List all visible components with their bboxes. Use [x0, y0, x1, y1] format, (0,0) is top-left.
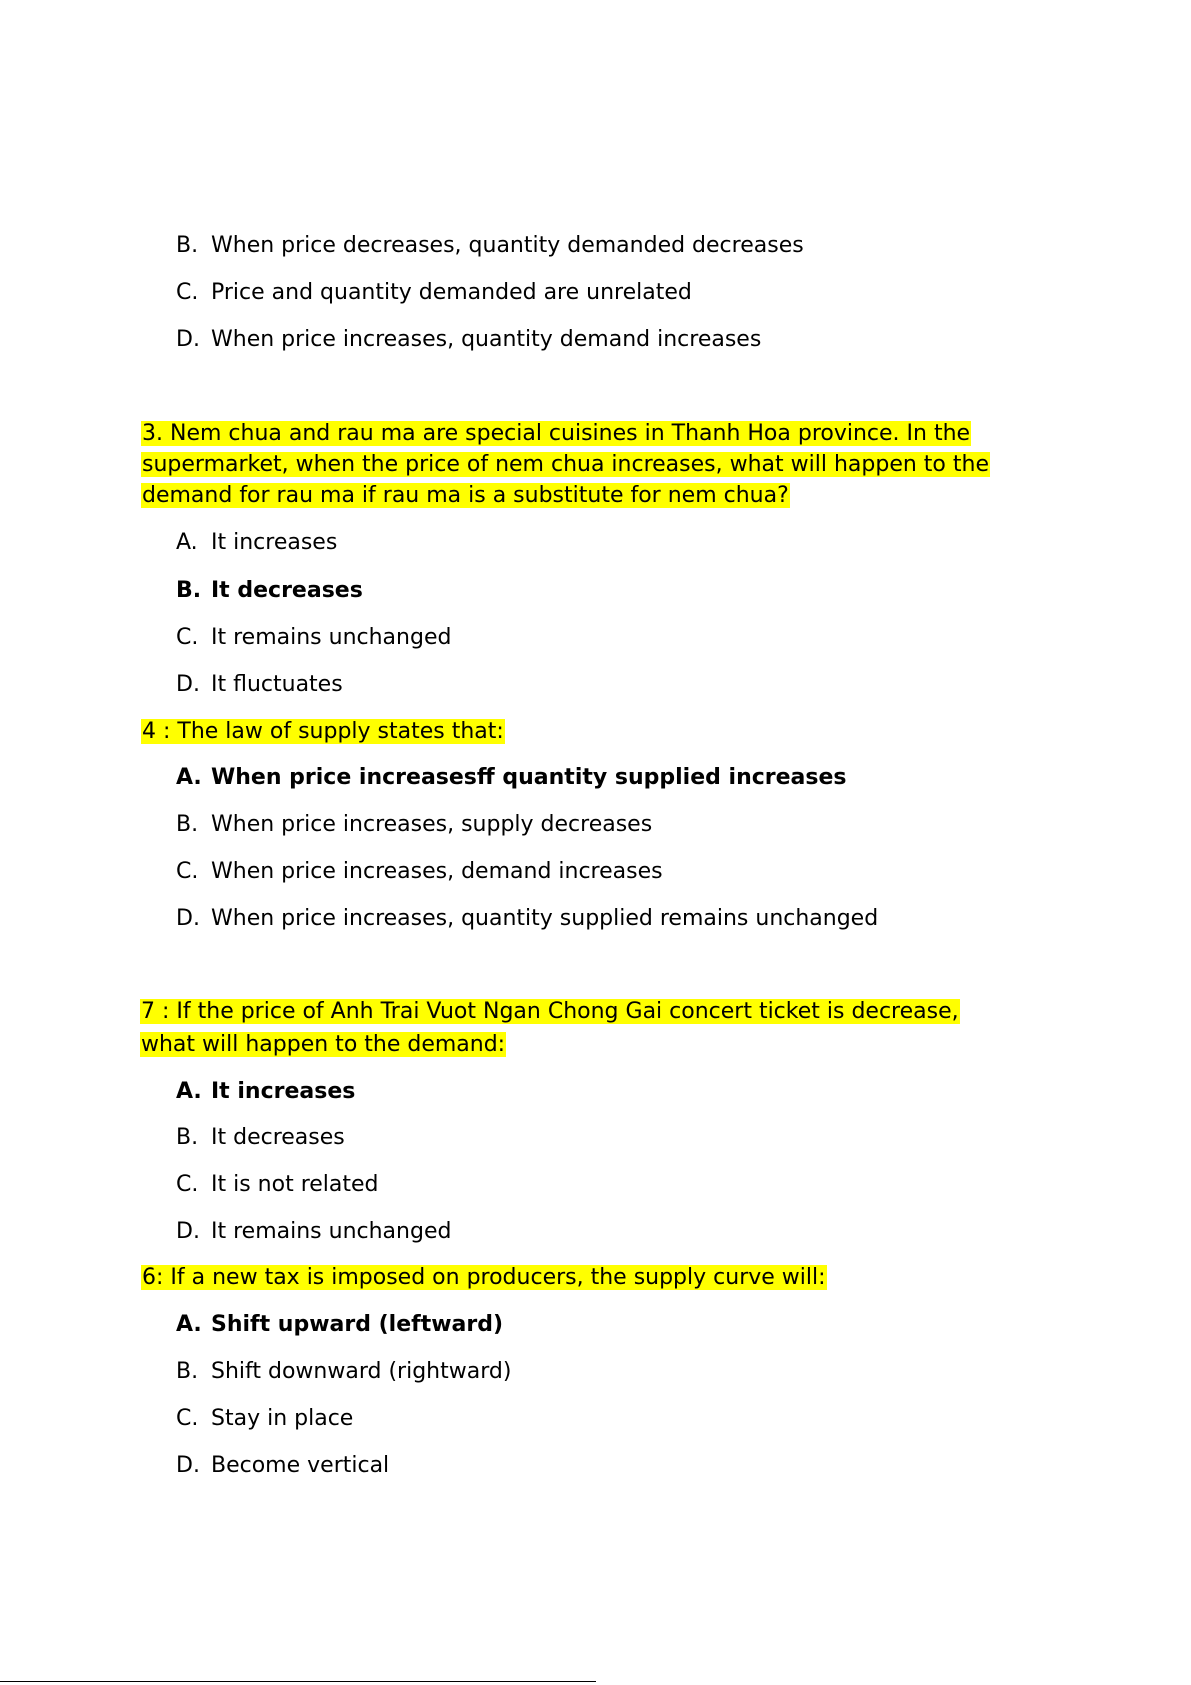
option-text: It remains unchanged [211, 1219, 452, 1244]
question-7-line-1 [140, 996, 960, 1027]
option-text: When price increases, quantity supplied remains unchanged [211, 906, 879, 931]
option-letter: A. [176, 1312, 202, 1337]
option-letter: C. [176, 1172, 199, 1197]
option-c [176, 622, 451, 653]
option-text: Stay in place [211, 1406, 354, 1431]
option-c [176, 856, 663, 887]
option-letter: D. [176, 1453, 200, 1478]
question-6-line-1 [141, 1262, 827, 1293]
option-text: Become vertical [211, 1453, 390, 1478]
question-text: 3. Nem chua and rau ma are special cuisines in Thanh Hoa province. In the [142, 421, 971, 446]
question-3-line-3 [141, 480, 790, 511]
option-letter: C. [176, 1406, 199, 1431]
option-letter: C. [176, 625, 199, 650]
option-a [176, 527, 337, 558]
question-7-line-2 [140, 1029, 506, 1060]
question-text: 6: If a new tax is imposed on producers, the supply curve will: [142, 1265, 826, 1290]
option-text: When price increases, quantity demand increases [211, 327, 762, 352]
option-text: It remains unchanged [211, 625, 452, 650]
option-d [176, 1450, 389, 1481]
option-letter: B. [176, 578, 202, 603]
option-text: It increases [211, 1079, 356, 1104]
question-text: 7 : If the price of Anh Trai Vuot Ngan Chong Gai concert ticket is decrease, [141, 999, 959, 1024]
question-4-line-1 [141, 716, 505, 747]
option-letter: B. [176, 233, 199, 258]
option-letter: C. [176, 280, 199, 305]
question-3-line-1 [141, 418, 971, 449]
option-d [176, 1216, 451, 1247]
option-a-answer [176, 1309, 503, 1340]
option-letter: C. [176, 859, 199, 884]
option-text: Price and quantity demanded are unrelated [211, 280, 692, 305]
question-text: what will happen to the demand: [141, 1032, 506, 1057]
option-b [176, 1356, 511, 1387]
option-text: Shift downward (rightward) [211, 1359, 512, 1384]
option-text: It decreases [211, 1125, 345, 1150]
option-letter: D. [176, 906, 200, 931]
option-text: It increases [211, 530, 338, 555]
option-text: When price increasesff quantity supplied increases [211, 765, 847, 790]
option-c [176, 1403, 353, 1434]
option-text: It is not related [211, 1172, 379, 1197]
option-letter: D. [176, 672, 200, 697]
footer-divider [0, 1681, 596, 1682]
option-a-answer [176, 762, 847, 793]
question-3-line-2 [141, 449, 990, 480]
option-letter: A. [176, 1079, 202, 1104]
option-letter: D. [176, 1219, 200, 1244]
option-text: It fluctuates [211, 672, 343, 697]
option-b [176, 809, 652, 840]
option-letter: A. [176, 530, 198, 555]
option-b-answer [176, 575, 363, 606]
option-a-answer [176, 1076, 355, 1107]
option-b [176, 1122, 345, 1153]
question-text: supermarket, when the price of nem chua increases, what will happen to the [142, 452, 989, 477]
option-text: When price increases, demand increases [211, 859, 663, 884]
option-letter: D. [176, 327, 200, 352]
option-c [176, 1169, 379, 1200]
option-letter: B. [176, 812, 199, 837]
option-text: When price decreases, quantity demanded decreases [211, 233, 804, 258]
option-letter: B. [176, 1125, 199, 1150]
option-d [176, 903, 878, 934]
question-text: 4 : The law of supply states that: [142, 719, 504, 744]
option-b [176, 230, 804, 261]
option-text: Shift upward (leftward) [211, 1312, 504, 1337]
option-letter: B. [176, 1359, 199, 1384]
option-d [176, 669, 343, 700]
option-text: When price increases, supply decreases [211, 812, 653, 837]
option-text: It decreases [211, 578, 363, 603]
option-c [176, 277, 692, 308]
option-d [176, 324, 761, 355]
question-text: demand for rau ma if rau ma is a substitute for nem chua? [142, 483, 789, 508]
option-letter: A. [176, 765, 202, 790]
